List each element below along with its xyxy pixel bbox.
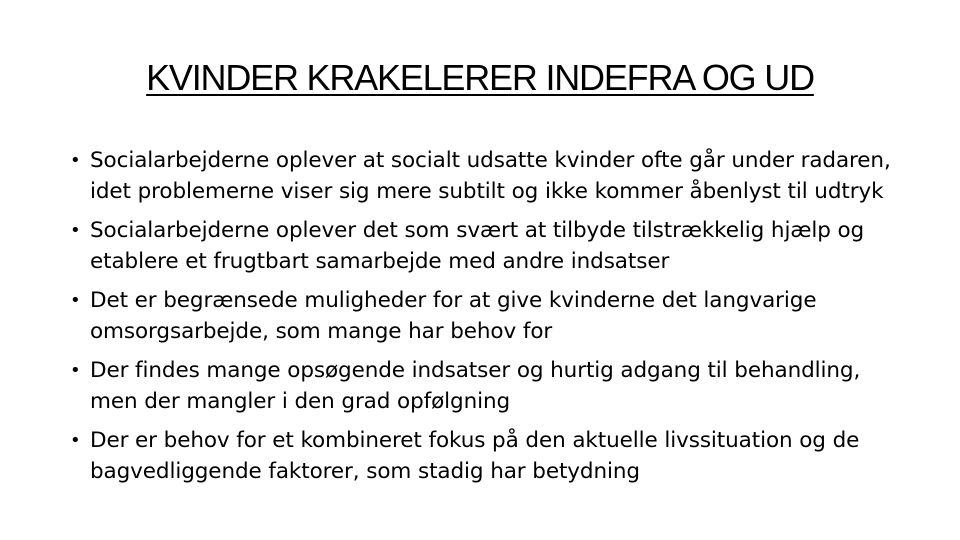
bullet-item [70, 425, 900, 487]
bullet-item [70, 355, 900, 417]
bullet-text: Det er begrænsede muligheder for at give kvinderne det langvarige omsorgsarbejde, som mange har behov for [90, 288, 817, 344]
bullet-text: Socialarbejderne oplever at socialt udsatte kvinder ofte går under radaren, idet problemerne viser sig mere subtilt og ikke kommer åbenlyst til udtryk [90, 148, 891, 204]
bullet-item [70, 215, 900, 277]
slide-title: KVINDER KRAKELERER INDEFRA OG UD [146, 57, 814, 98]
bullet-text: Der er behov for et kombineret fokus på den aktuelle livssituation og de bagvedliggende faktorer, som stadig har betydning [90, 428, 860, 484]
bullet-item [70, 145, 900, 207]
bullet-text: Der findes mange opsøgende indsatser og hurtig adgang til behandling, men der mangler i den grad opfølgning [90, 358, 861, 414]
bullet-dot-icon: • [70, 220, 81, 241]
bullet-text: Socialarbejderne oplever det som svært at tilbyde tilstrækkelig hjælp og etablere et frugtbart samarbejde med andre indsatser [90, 218, 865, 274]
bullet-item [70, 285, 900, 347]
bullet-dot-icon: • [70, 360, 81, 381]
bullet-dot-icon: • [70, 150, 81, 171]
bullet-list [70, 145, 900, 495]
bullet-dot-icon: • [70, 430, 81, 451]
bullet-dot-icon: • [70, 290, 81, 311]
